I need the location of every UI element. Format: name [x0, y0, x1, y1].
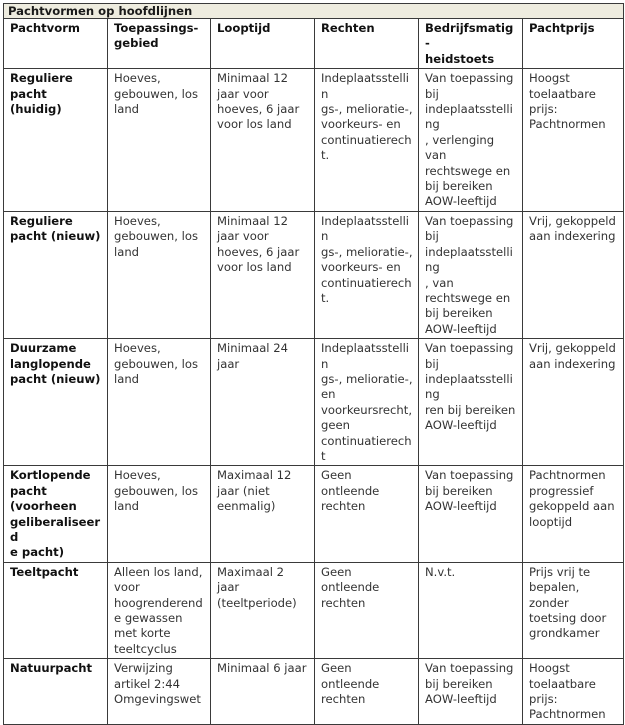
cell-text: Indeplaatsstellin gs-, melioratie-, voorkeurs- en continuatierecht.	[321, 213, 413, 305]
table-title: Pachtvormen op hoofdlijnen	[4, 4, 624, 19]
column-header-pachtprijs	[523, 19, 624, 69]
cell-bedrijfsmatigheidstoets	[419, 69, 523, 212]
cell-toepassingsgebied	[108, 659, 211, 725]
column-header-label: Looptijd	[217, 21, 271, 35]
cell-looptijd	[211, 466, 315, 562]
cell-toepassingsgebied	[108, 339, 211, 466]
cell-bedrijfsmatigheidstoets	[419, 659, 523, 725]
cell-text: Van toepassing bij indeplaatsstelling , van rechtswege en bij bereiken AOW-leeftijd	[425, 213, 514, 336]
cell-text: Prijs vrij te bepalen, zonder toetsing door grondkamer	[529, 564, 607, 641]
cell-pachtvorm	[4, 562, 108, 658]
cell-bedrijfsmatigheidstoets	[419, 466, 523, 562]
column-header-label: Pachtprijs	[529, 21, 595, 35]
cell-pachtvorm	[4, 211, 108, 338]
cell-text: Hoeves, gebouwen, los land	[114, 71, 198, 117]
cell-looptijd	[211, 211, 315, 338]
cell-text: Geen ontleende rechten	[321, 468, 380, 514]
cell-rechten	[315, 659, 419, 725]
cell-text: Vrij, gekoppeld aan indexering	[529, 213, 616, 244]
column-header-bedrijfsmatigheidstoets	[419, 19, 523, 69]
cell-looptijd	[211, 69, 315, 212]
cell-pachtvorm	[4, 659, 108, 725]
cell-text: Indeplaatsstellin gs-, melioratie-, voorkeurs- en continuatierecht.	[321, 71, 413, 163]
cell-pachtprijs	[523, 659, 624, 725]
cell-text: Hoogst toelaatbare prijs: Pachtnormen	[529, 71, 606, 132]
cell-pachtprijs	[523, 466, 624, 562]
column-header-label: Toepassings- gebied	[114, 21, 199, 51]
cell-text: Teeltpacht	[10, 564, 79, 579]
cell-text: Minimaal 24 jaar	[217, 341, 288, 371]
table-row	[4, 339, 624, 466]
cell-text: Hoeves, gebouwen, los land	[114, 468, 198, 514]
column-header-looptijd	[211, 19, 315, 69]
pachtvormen-table	[3, 3, 624, 725]
cell-text: Maximaal 12 jaar (niet eenmalig)	[217, 468, 292, 514]
cell-toepassingsgebied	[108, 466, 211, 562]
cell-text: Indeplaatsstellin gs-, melioratie-, en voorkeursrecht, geen continuatierecht	[321, 341, 413, 463]
cell-text: Maximaal 2 jaar (teeltperiode)	[217, 564, 297, 610]
cell-pachtprijs	[523, 211, 624, 338]
table-row	[4, 211, 624, 338]
cell-text: Reguliere pacht (huidig)	[10, 71, 73, 117]
table-row	[4, 69, 624, 212]
cell-text: Duurzame langlopende pacht (nieuw)	[10, 341, 101, 386]
cell-rechten	[315, 211, 419, 338]
column-header-toepassingsgebied	[108, 19, 211, 69]
cell-bedrijfsmatigheidstoets	[419, 211, 523, 338]
table-row	[4, 562, 624, 658]
cell-rechten	[315, 466, 419, 562]
cell-rechten	[315, 339, 419, 466]
cell-text: Van toepassing bij indeplaatsstelling , verlenging van rechtswege en bij bereiken AOW-leeftijd	[425, 71, 514, 209]
cell-text: Hoeves, gebouwen, los land	[114, 341, 198, 386]
cell-toepassingsgebied	[108, 69, 211, 212]
cell-rechten	[315, 69, 419, 212]
cell-text: Vrij, gekoppeld aan indexering	[529, 341, 616, 371]
column-header-label: Bedrijfsmatig- heidstoets	[425, 21, 514, 66]
cell-looptijd	[211, 562, 315, 658]
cell-text: Geen ontleende rechten	[321, 564, 380, 610]
cell-text: Alleen los land, voor hoogrenderende gewassen met korte teeltcyclus	[114, 564, 203, 656]
cell-text: Minimaal 12 jaar voor hoeves, 6 jaar voor los land	[217, 71, 300, 132]
cell-pachtprijs	[523, 69, 624, 212]
column-header-rechten	[315, 19, 419, 69]
cell-pachtprijs	[523, 339, 624, 466]
table-title-row	[4, 4, 624, 19]
cell-pachtvorm	[4, 339, 108, 466]
cell-text: Minimaal 6 jaar	[217, 661, 307, 676]
column-header-label: Rechten	[321, 21, 375, 35]
cell-text: N.v.t.	[425, 564, 456, 579]
cell-text: Kortlopende pacht (voorheen geliberaliseerd e pacht)	[10, 468, 101, 560]
table-header-row	[4, 19, 624, 69]
cell-text: Van toepassing bij bereiken AOW-leeftijd	[425, 468, 514, 514]
cell-text: Reguliere pacht (nieuw)	[10, 213, 101, 244]
cell-toepassingsgebied	[108, 562, 211, 658]
column-header-label: Pachtvorm	[10, 21, 80, 35]
cell-bedrijfsmatigheidstoets	[419, 562, 523, 658]
cell-text: Hoeves, gebouwen, los land	[114, 213, 198, 259]
cell-text: Van toepassing bij bereiken AOW-leeftijd	[425, 661, 514, 707]
column-header-pachtvorm	[4, 19, 108, 69]
cell-text: Natuurpacht	[10, 661, 93, 676]
table-row	[4, 466, 624, 562]
cell-text: Verwijzing artikel 2:44 Omgevingswet	[114, 661, 201, 707]
cell-pachtprijs	[523, 562, 624, 658]
cell-looptijd	[211, 659, 315, 725]
cell-pachtvorm	[4, 69, 108, 212]
cell-toepassingsgebied	[108, 211, 211, 338]
cell-text: Minimaal 12 jaar voor hoeves, 6 jaar voor los land	[217, 213, 300, 275]
cell-rechten	[315, 562, 419, 658]
cell-bedrijfsmatigheidstoets	[419, 339, 523, 466]
cell-looptijd	[211, 339, 315, 466]
cell-text: Geen ontleende rechten	[321, 661, 380, 707]
cell-text: Van toepassing bij indeplaatsstelling ren bij bereiken AOW-leeftijd	[425, 341, 516, 433]
cell-pachtvorm	[4, 466, 108, 562]
cell-text: Hoogst toelaatbare prijs: Pachtnormen	[529, 661, 606, 722]
table-row	[4, 659, 624, 725]
cell-text: Pachtnormen progressief gekoppeld aan looptijd	[529, 468, 615, 529]
